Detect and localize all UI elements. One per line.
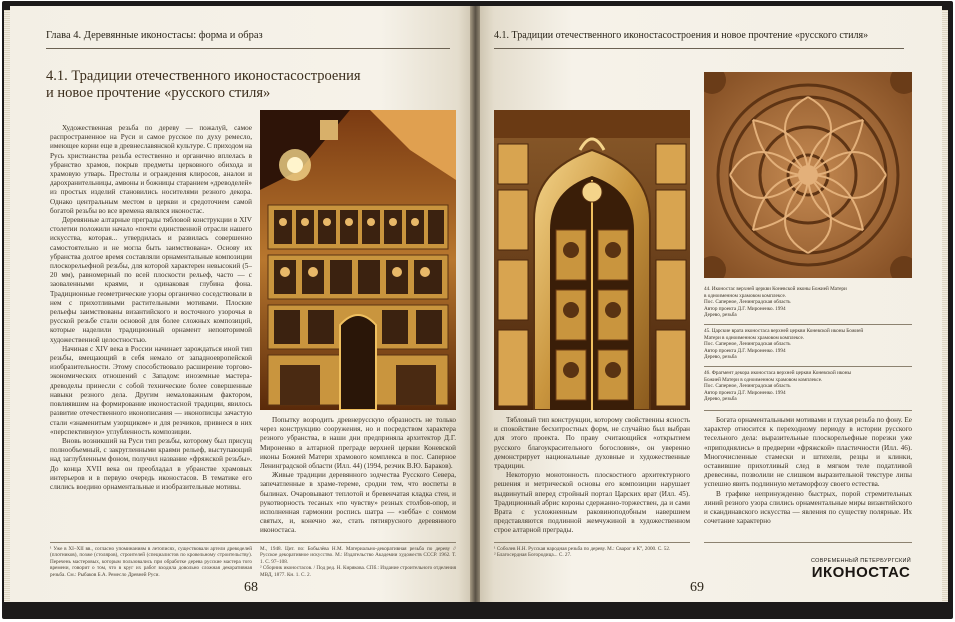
footnote: ² Сборник иконостасов. / Под ред. Н. Кирякова. СПб.: Издание строительного отделения МВД, 1877. Кн. 1. С. 2. (260, 565, 456, 578)
caption-line: Дерево, резьба (704, 354, 737, 361)
left-second-column (260, 416, 456, 536)
caption-line: Дерево, резьба (704, 396, 737, 403)
caption-rule (704, 324, 912, 325)
caption-line: Автор проекта Д.Г. Мироненко. 1994 (704, 347, 786, 354)
header-rule-left (46, 48, 450, 49)
caption-line: Пос. Саперное, Ленинградская область (704, 383, 791, 390)
caption-rule (704, 366, 912, 367)
paragraph: Деревянные алтарные преграды тябловой конструкции в XIV столетии положили начало «почти единственной отрасли нашего искусства, которая... утвердилась и развилась совершенно самостоятельно и не могла быть заимствована». Основу их убранства долгое время составляли орнаментальные композиции плоскорельефной резьбы, для которой характерен невысокий (5–20 мм), равномерный по всей плоскости рельеф, часто — с заоваленными краями, и одинаковая глубина фона. Традиционные геометрические узоры органично соседствовали в нем с прихотливыми растительными мотивами. Плоские рельефы заимствованы византийского и восточного узорочья в русской резьбе стали основой для более сложных композиций, которые наделили традиционный орнамент неповторимой художественной целостностью. (50, 216, 252, 344)
caption-line: 46. Фрагмент декора иконостаса верхней церкви Коневской иконы (704, 370, 851, 376)
section-title-line1: 4.1. Традиции отечественного иконостасостроения (46, 68, 361, 84)
left-page (10, 6, 472, 602)
footnote-rule-left (50, 542, 456, 543)
paragraph: Тябловый тип конструкции, которому свойственны ясность и спокойствие бесхитростных форм, не случайно был выбран для этого проекта. По праву считающийся «открытием русского благоукрасительного богословия», он уверенно демонстрирует национальные духовные и художественные традиции. (494, 416, 690, 471)
caption-line: Божией Матери в одноименном храмовом комплексе. (704, 376, 823, 383)
caption-line: в одноименном храмовом комплексе. (704, 292, 787, 299)
ornament-illustration (704, 72, 912, 278)
caption-line: Пос. Саперное, Ленинградская область (704, 341, 791, 348)
iconostasis-photo (260, 110, 456, 410)
royal-doors-illustration (494, 110, 690, 410)
footnote: ¹ Соболев Н.Н. Русская народная резьба по дереву. М.: Сварог и К°, 2000. С. 52. (494, 546, 671, 552)
page-number-left: 68 (244, 580, 258, 595)
paragraph: В графике непринужденно быстрых, порой стремительных линий резного узора слились орнаментальные миры византийского и скандинавского искусства — явления по существу полярные. Их сочетание характерно (704, 489, 912, 526)
caption-line: Пос. Саперное, Ленинградская область (704, 299, 791, 306)
footnote-rule-right (494, 542, 690, 543)
header-rule-right (494, 48, 904, 49)
iconostasis-illustration (260, 110, 456, 410)
paragraph: Начиная с XIV века в России начинает зарождаться иной тип резьбы, вмещающий в себя немало от западноевропейской изобразительности. Этому способствовало расширение торгово-экономических отношений с Западом: иноземные мастера-древоделы принесли с собой технические более совершенные навыки резного дела. Другим немаловажным фактором, повлиявшим на формирование иконостасной традиции, явилось развитие отечественного иконописания — иконописцы зачастую стали «знаменитым узорщиком» и для резчиков, привнеся в них «перспективную» углубленность композиции. (50, 344, 252, 436)
paragraph: Художественная резьба по дереву — пожалуй, самое распространенное на Руси и самое русское по духу ремесло, имеющее корни еще в древнеславянской культуре. С приходом на Русь христианства резьба естественно и органично вплелась в убранство храмов, покрыв предметы церковного обихода и храмовую утварь. Престолы и ограждения клиросов, аналои и дарохранительницы, амвоны и божницы старанием «древоделей» из простых изделий становились носителями резного декора. Однако центральным местом в церкви и средоточием самой богатой резьбы во все времена являлся иконостас. (50, 124, 252, 215)
paragraph: Попытку возродить древнерусскую образность не только через конструкцию сооружения, но и посредством характера резного убранства, в наши дни предприняла архитектор Д.Г. Мироненко в алтарной преграде верхней церкви Коневской иконы Божией Матери храмового комплекса в пос. Саперное Ленинградской области (Илл. 44) (1994, резчик В.Ю. Бараков). (260, 416, 456, 471)
left-text-column (50, 124, 252, 492)
caption-line: Матери в одноименном храмовом комплексе. (704, 334, 805, 341)
footnotes-left-2 (260, 546, 456, 578)
caption-44 (704, 286, 912, 319)
series-logo-title: ИКОНОСТАС (811, 564, 911, 581)
footnote-rule-right-2 (704, 542, 912, 543)
footnote: ² Благосердная Богородица... С. 27. (494, 552, 572, 559)
carved-ornament-photo (704, 72, 912, 278)
caption-46 (704, 370, 912, 403)
paragraph: Живые традиции деревянного зодчества Русского Севера, запечатленные в храме-тереме, сродни тем, что воспеты в былинах. Очаровывают теплотой и бревенчатая кладка стен, и рукотворность тесаных «по чувству» резных столбов-опор, и исполненная гармонии роспись шатра — «зебба» с сонмом святых, и, конечно же, стать пятиярусного деревянного иконостаса. (260, 471, 456, 535)
caption-line: Автор проекта Д.Г. Мироненко. 1994 (704, 305, 786, 312)
page-number-right: 69 (690, 580, 704, 595)
paragraph: Вновь возникший на Руси тип резьбы, которому был присущ полнообъемный, с закругленными краями рельеф, выступающий над заглубленным фоном, получил название «фряжской резьбы». До конца XVII века он преобладал в убранстве храмовых интерьеров и в первую очередь иконостасов. В тематике его слились воедино орнаментальные и изобразительные мотивы. (50, 436, 252, 491)
paragraph: Некоторую монотонность плоскостного архитектурного решения и метрической основы его композиции нарушает выдвинутый вперед стройный портал Царских врат (Илл. 45). Традиционный абрис короны сдержанно-торжествен, да и сами Врата с усложненным раковиноподобным навершием представляются подлинной жемчужиной в художественном строе алтарной преграды. (494, 471, 690, 535)
footnote-left-1: ¹ Уже в XI–XII вв., согласно упоминаниям в летописях, существовали артели древоделей (плотников), позже (столяров), строителей (специалистов по кровельному строительству). Перечень мастеровых, которым пользовались при обработке дерева русские мастера того времени, говорит о том, что в круг их работ входила довольно сложная декоративная резьба. См.: Рыбаков Б.А. Ремесло Древней Руси. (50, 546, 252, 578)
page-edges-right (941, 10, 948, 602)
caption-line: Автор проекта Д.Г. Мироненко. 1994 (704, 389, 786, 396)
section-title (46, 68, 386, 102)
footnote: М., 1948. Цит. по: Бобылёва Н.М. Материально-декоративная резьба по дереву // Русское декоративное искусство. М.: Издательство Академии художеств СССР. 1962. Т. 1. С. 97–108. (260, 546, 456, 565)
running-head-right: 4.1. Традиции отечественного иконостасостроения и новое прочтение «русского стиля» (494, 30, 869, 41)
right-page (480, 6, 942, 602)
paragraph: Богата орнаментальными мотивами и глухая резьба по фону. Ее характер относится к переходному периоду в истории русского тесельного дела: выразительные плоскорельефные порезки уже «приподнялись» в предверии «фряжской» пластичности (Илл. 46). Многочисленные стамески и штихели, резцы и клинки, оставившие прихотливый след в мягком теле податливой древесины, позволили не слишком выразительной текстуре липы успешно явить подлинную метаморфозу своего естества. (704, 416, 912, 489)
footnotes-right (494, 546, 690, 559)
running-head-left: Глава 4. Деревянные иконостасы: форма и образ (46, 30, 263, 41)
series-logo (786, 558, 936, 581)
right-text-column (494, 416, 690, 536)
caption-line: 44. Иконостас верхней церкви Коневской иконы Божией Матери (704, 286, 847, 292)
section-title-line2: и новое прочтение «русского стиля» (46, 85, 271, 101)
caption-line: 45. Царские врата иконостаса верхней церкви Коневской иконы Божией (704, 328, 864, 334)
caption-line: Дерево, резьба (704, 312, 737, 319)
royal-doors-photo (494, 110, 690, 410)
series-logo-subtitle: СОВРЕМЕННЫЙ ПЕТЕРБУРГСКИЙ (811, 558, 911, 564)
caption-rule (704, 410, 912, 411)
caption-45 (704, 328, 912, 361)
right-second-column (704, 416, 912, 526)
